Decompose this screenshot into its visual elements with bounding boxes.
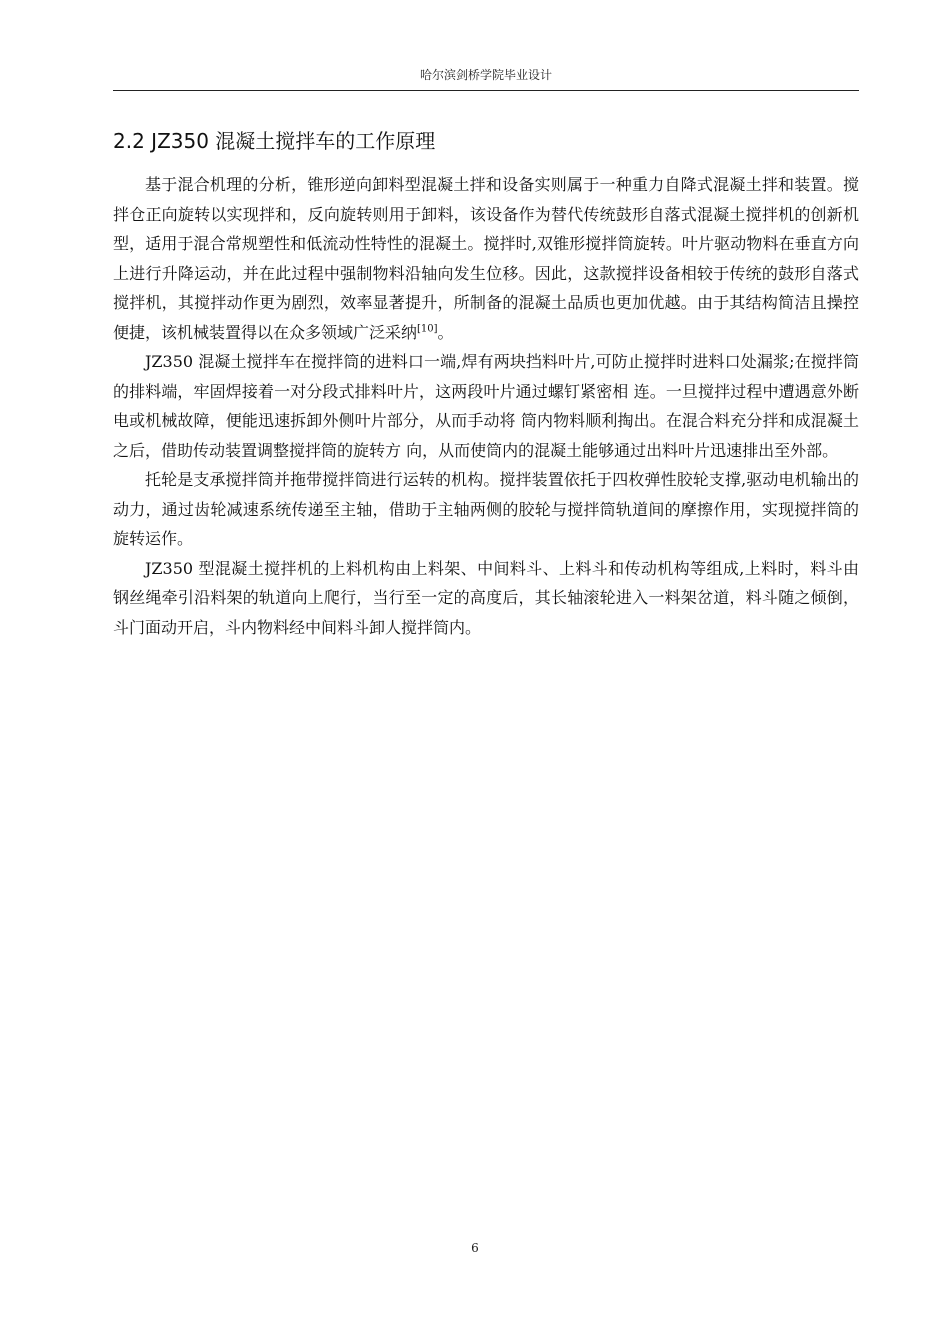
- page-number: 6: [471, 1241, 479, 1255]
- citation-reference[interactable]: [10]: [417, 323, 438, 335]
- page-header: [113, 64, 859, 91]
- paragraph: [113, 170, 859, 347]
- paragraph: JZ350 混凝土搅拌车在搅拌筒的进料口一端,焊有两块挡料叶片,可防止搅拌时进料口处漏浆;在搅拌筒的排料端，牢固焊接着一对分段式排料叶片，这两段叶片通过螺钉紧密相 连。一旦搅拌过程中遭遇意外断电或机械故障，便能迅速拆卸外侧叶片部分，从而手动将 筒内物料顺利掏出。在混合料充分拌和成混凝土之后，借助传动装置调整搅拌筒的旋转方 向，从而使筒内的混凝土能够通过出料叶片迅速排出至外部。: [113, 352, 859, 460]
- section-heading: 2.2 JZ350 混凝土搅拌车的工作原理: [113, 129, 436, 153]
- running-title: 哈尔滨剑桥学院毕业设计: [419, 68, 552, 82]
- paragraph: JZ350 型混凝土搅拌机的上料机构由上料架、中间料斗、上料斗和传动机构等组成,上料时，料斗由钢丝绳牵引沿料架的轨道向上爬行，当行至一定的高度后，其长轴滚轮进入一料架岔道，料斗随之倾倒，斗门面动开启，斗内物料经中间料斗卸人搅拌筒内。: [113, 558, 859, 637]
- body-text: [113, 170, 859, 642]
- paragraph-tail: 。: [437, 322, 454, 342]
- paragraph-text: 基于混合机理的分析，锥形逆向卸料型混凝土拌和设备实则属于一种重力自降式混凝土拌和装置。搅拌仓正向旋转以实现拌和，反向旋转则用于卸料，该设备作为替代传统鼓形自落式混凝土搅拌机的创新机型，适用于混合常规塑性和低流动性特性的混凝土。搅拌时,双锥形搅拌筒旋转。叶片驱动物料在垂直方向上进行升降运动，并在此过程中强制物料沿轴向发生位移。因此，这款搅拌设备相较于传统的鼓形自落式搅拌机，其搅拌动作更为剧烈，效率显著提升，所制备的混凝土品质也更加优越。由于其结构简洁且操控便捷，该机械装置得以在众多领域广泛采纳: [113, 175, 859, 342]
- paragraph: 托轮是支承搅拌筒并拖带搅拌筒进行运转的机构。搅拌装置依托于四枚弹性胶轮支撑,驱动电机输出的动力，通过齿轮减速系统传递至主轴，借助于主轴两侧的胶轮与搅拌筒轨道间的摩擦作用，实现搅拌筒的旋转运作。: [113, 470, 859, 548]
